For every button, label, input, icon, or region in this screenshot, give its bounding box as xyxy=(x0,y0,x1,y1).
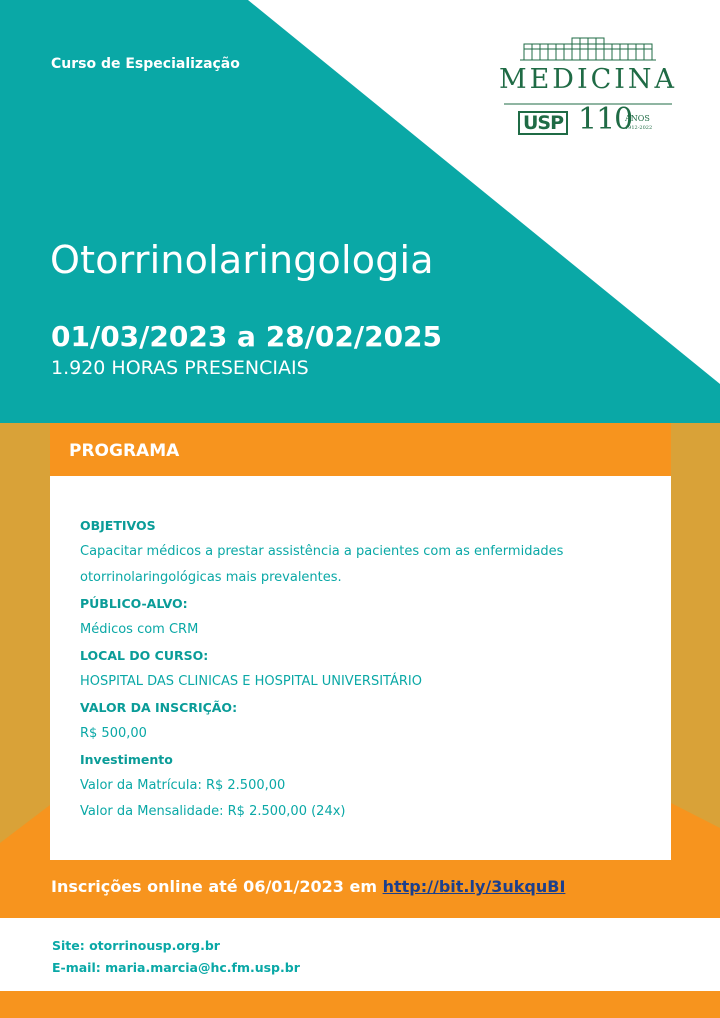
valor-value: R$ 500,00 xyxy=(80,726,147,741)
objetivos-text-line2: otorrinolaringológicas mais prevalentes. xyxy=(80,570,342,585)
course-dates: 01/03/2023 a 28/02/2025 xyxy=(51,320,443,353)
program-header xyxy=(50,423,671,476)
local-label: LOCAL DO CURSO: xyxy=(80,648,209,663)
program-details xyxy=(80,513,650,825)
objetivos-text-line1: Capacitar médicos a prestar assistência a pacientes com as enfermidades xyxy=(80,544,564,559)
logo-years: 1912-2022 xyxy=(625,125,653,131)
logo-wordmark: MEDICINA xyxy=(498,64,678,95)
matricula-value: Valor da Matrícula: R$ 2.500,00 xyxy=(80,778,286,793)
signup-text: Inscrições online até 06/01/2023 em xyxy=(51,877,383,896)
page-title: Otorrinolaringologia xyxy=(50,238,434,282)
mensalidade-value: Valor da Mensalidade: R$ 2.500,00 (24x) xyxy=(80,804,346,819)
course-type: Curso de Especialização xyxy=(51,56,240,72)
valor-label: VALOR DA INSCRIÇÃO: xyxy=(80,700,238,715)
signup-link[interactable]: http://bit.ly/3ukquBI xyxy=(382,877,566,896)
publico-label: PÚBLICO-ALVO: xyxy=(80,596,188,611)
investimento-label: Investimento xyxy=(80,752,173,767)
building-icon xyxy=(492,36,684,64)
program-card xyxy=(50,476,671,860)
signup-banner xyxy=(51,877,565,896)
footer-email: E-mail: maria.marcia@hc.fm.usp.br xyxy=(52,960,300,975)
course-hours: 1.920 HORAS PRESENCIAIS xyxy=(51,357,309,379)
footer xyxy=(0,918,720,991)
bottom-bar xyxy=(0,991,720,1018)
objetivos-label: OBJETIVOS xyxy=(80,518,156,533)
program-heading: PROGRAMA xyxy=(69,441,180,461)
logo-number: 110 xyxy=(578,102,633,137)
footer-site: Site: otorrinousp.org.br xyxy=(52,938,220,953)
publico-value: Médicos com CRM xyxy=(80,622,199,637)
logo-usp: USP xyxy=(518,111,568,135)
logo-anos: ANOS xyxy=(625,114,650,123)
local-value: HOSPITAL DAS CLINICAS E HOSPITAL UNIVERSITÁRIO xyxy=(80,674,422,689)
medicina-usp-logo xyxy=(492,36,684,138)
